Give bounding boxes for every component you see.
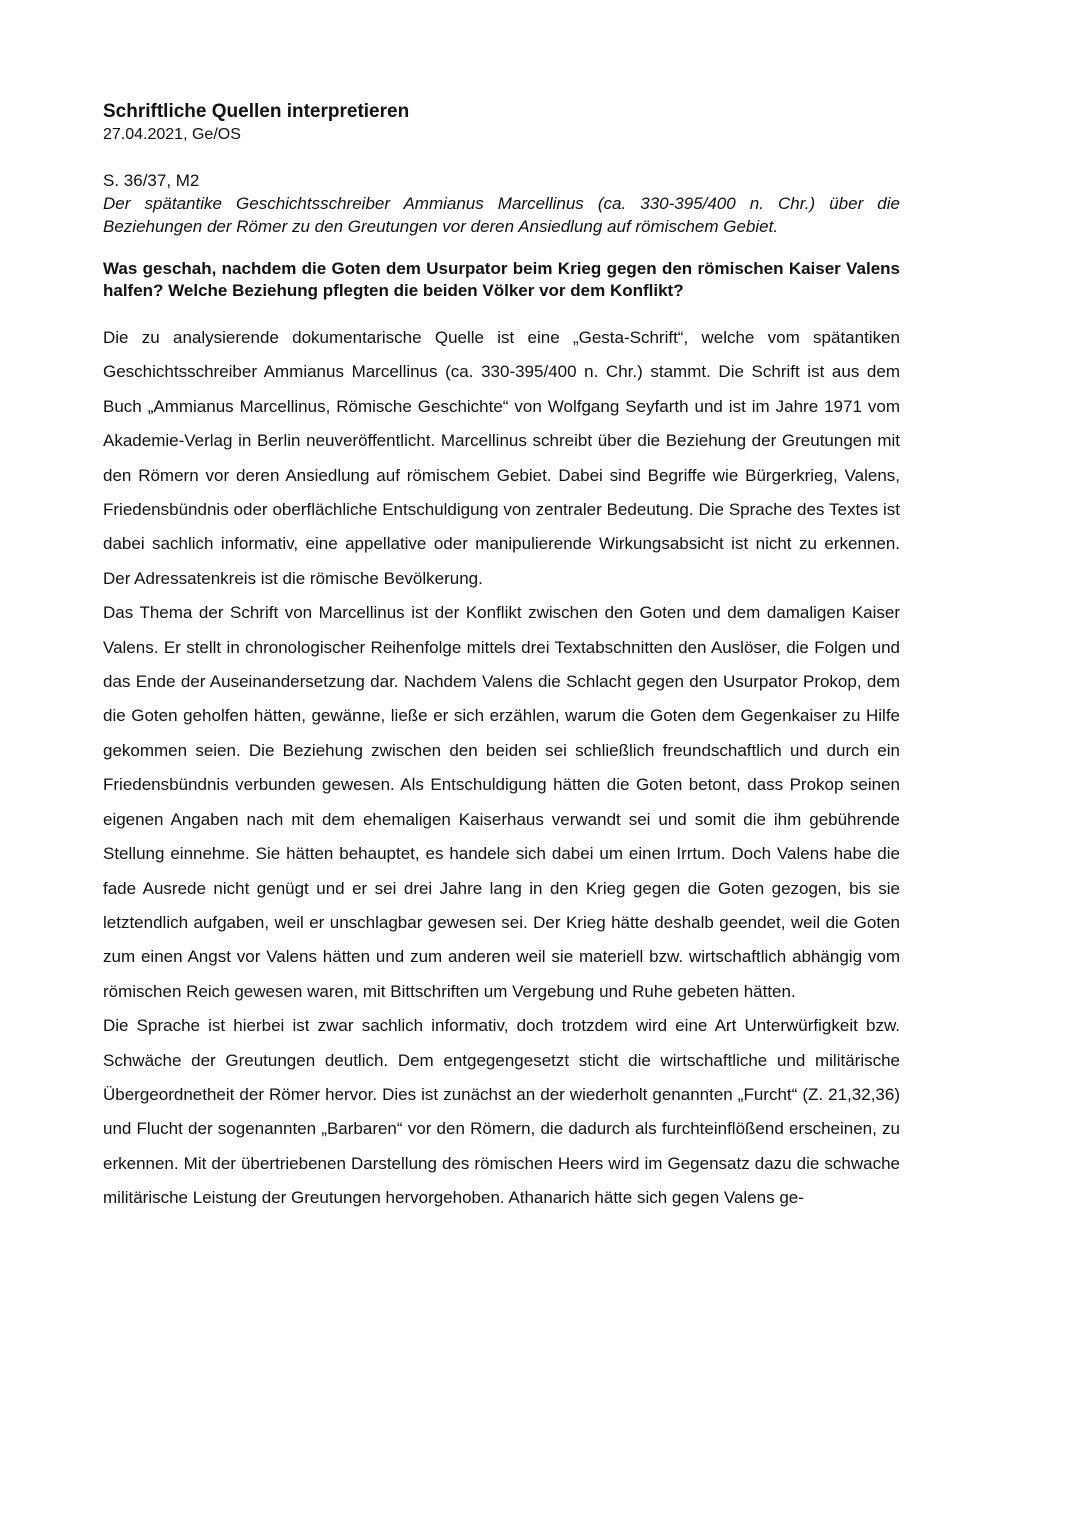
paragraph-language-analysis: Die Sprache ist hierbei ist zwar sachlich informativ, doch trotzdem wird eine Art Unterwürfigkeit bzw. Schwäche der Greutungen deutlich. Dem entgegengesetzt sticht die wirtschaftliche und militärische Übergeordnetheit der Römer hervor. Dies ist zunächst an der wiederholt genannten „Furcht“ (Z. 21,32,36) und Flucht der sogenannten „Barbaren“ vor den Römern, die dadurch als furchteinflößend erscheinen, zu erkennen. Mit der übertriebenen Darstellung des römischen Heers wird im Gegensatz dazu die schwache militärische Leistung der Greutungen hervorgehoben. Athanarich hätte sich gegen Valens ge- — [103, 1016, 900, 1208]
paragraph-introduction: Die zu analysierende dokumentarische Quelle ist eine „Gesta-Schrift“, welche vom spätantiken Geschichtsschreiber Ammianus Marcellinus (ca. 330-395/400 n. Chr.) stammt. Die Schrift ist aus dem Buch „Ammianus Marcellinus, Römische Geschichte“ von Wolfgang Seyfarth und ist im Jahre 1971 vom Akademie-Verlag in Berlin neuveröffentlicht. Marcellinus schreibt über die Beziehung der Greutungen mit den Römern vor deren Ansiedlung auf römischem Gebiet. Dabei sind Begriffe wie Bürgerkrieg, Valens, Friedensbündnis oder oberflächliche Entschuldigung von zentraler Bedeutung. Die Sprache des Textes ist dabei sachlich informativ, eine appellative oder manipulierende Wirkungsabsicht ist nicht zu erkennen. Der Adressatenkreis ist die römische Bevölkerung. — [103, 328, 900, 588]
paragraph-content-summary: Das Thema der Schrift von Marcellinus ist der Konflikt zwischen den Goten und dem damaligen Kaiser Valens. Er stellt in chronologischer Reihenfolge mittels drei Textabschnitten den Auslöser, die Folgen und das Ende der Auseinandersetzung dar. Nachdem Valens die Schlacht gegen den Usurpator Prokop, dem die Goten geholfen hätten, gewänne, ließe er sich erzählen, warum die Goten dem Gegenkaiser zu Hilfe gekommen seien. Die Beziehung zwischen den beiden sei schließlich freundschaftlich und durch ein Friedensbündnis verbunden gewesen. Als Entschuldigung hätten die Goten betont, dass Prokop seinen eigenen Angaben nach mit dem ehemaligen Kaiserhaus verwandt sei und somit die ihm gebührende Stellung einnehme. Sie hätten behauptet, es handele sich dabei um einen Irrtum. Doch Valens habe die fade Ausrede nicht genügt und er sei drei Jahre lang in den Krieg gegen die Goten gezogen, bis sie letztendlich aufgaben, weil er unschlagbar gewesen sei. Der Krieg hätte deshalb geendet, weil die Goten zum einen Angst vor Valens hätten und zum anderen weil sie materiell bzw. wirtschaftlich abhängig vom römischen Reich gewesen waren, mit Bittschriften um Vergebung und Ruhe gebeten hätten. — [103, 603, 900, 1001]
source-description: Der spätantike Geschichtsschreiber Ammianus Marcellinus (ca. 330-395/400 n. Chr.) über die Beziehungen der Römer zu den Greutungen vor deren Ansiedlung auf römischem Gebiet. — [103, 194, 900, 236]
document-title: Schriftliche Quellen interpretieren — [103, 101, 410, 122]
source-reference: S. 36/37, M2 — [103, 171, 200, 190]
essay-body — [103, 321, 900, 1216]
guiding-question: Was geschah, nachdem die Goten dem Usurpator beim Krieg gegen den römischen Kaiser Valens halfen? Welche Beziehung pflegten die beiden Völker vor dem Konflikt? — [103, 259, 900, 300]
document-date-course: 27.04.2021, Ge/OS — [103, 126, 241, 143]
document-page — [103, 100, 900, 1216]
